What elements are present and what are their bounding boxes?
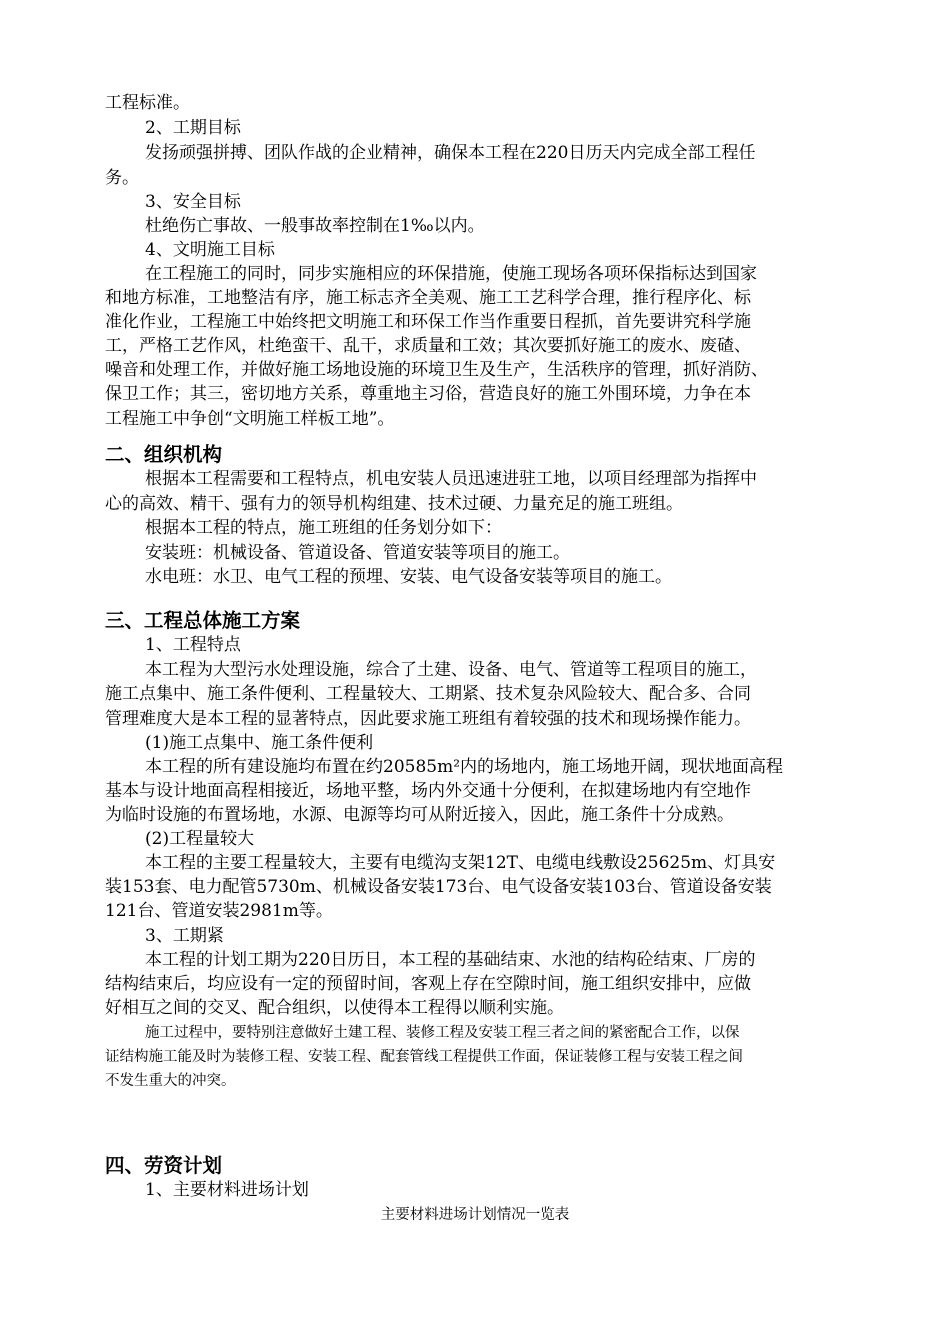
paragraph-line: 基本与设计地面高程相接近，场地平整，场内外交通十分便利，在拟建场地内有空地作 — [105, 781, 751, 801]
subheading-schedule-goal: 2、工期目标 — [145, 118, 241, 138]
table-caption: 主要材料进场计划情况一览表 — [380, 1207, 570, 1223]
paragraph-line: 工程施工中争创“文明施工样板工地”。 — [105, 409, 395, 429]
paragraph-line: 为临时设施的布置场地，水源、电源等均可从附近接入，因此，施工条件十分成熟。 — [105, 805, 734, 825]
subheading-project-features: 1、工程特点 — [145, 635, 241, 655]
paragraph-line: 根据本工程的特点，施工班组的任务划分如下： — [145, 518, 502, 538]
paragraph-line-small: 不发生重大的冲突。 — [105, 1073, 236, 1089]
paragraph-line: 准化作业，工程施工中始终把文明施工和环保工作当作重要日程抓，首先要讲究科学施 — [105, 312, 751, 332]
subheading-concentrated-site: (1)施工点集中、施工条件便利 — [145, 733, 374, 753]
paragraph-line: 根据本工程需要和工程特点，机电安装人员迅速进驻工地，以项目经理部为指挥中 — [145, 469, 757, 489]
paragraph-line: 施工点集中、施工条件便利、工程量较大、工期紧、技术复杂风险较大、配合多、合同 — [105, 684, 751, 704]
paragraph-line: 本工程的计划工期为220日历日，本工程的基础结束、水池的结构砼结束、厂房的 — [145, 950, 756, 970]
paragraph-line: 心的高效、精干、强有力的领导机构组建、技术过硬、力量充足的施工班组。 — [105, 494, 683, 514]
paragraph-line: 本工程的所有建设施均布置在约20585m²内的场地内，施工场地开阔，现状地面高程 — [145, 757, 784, 777]
paragraph-line: 本工程为大型污水处理设施，综合了土建、设备、电气、管道等工程项目的施工， — [145, 660, 757, 680]
subheading-safety-goal: 3、安全目标 — [145, 192, 241, 212]
subheading-civilized-construction-goal: 4、文明施工目标 — [145, 240, 275, 260]
section-heading-labor-plan: 四、劳资计划 — [105, 1154, 223, 1177]
paragraph-line: 工程标准。 — [105, 93, 190, 113]
paragraph-line: 本工程的主要工程量较大，主要有电缆沟支架12T、电缆电线敷设25625m、灯具安 — [145, 853, 776, 873]
paragraph-line: 务。 — [105, 168, 139, 188]
paragraph-line: 在工程施工的同时，同步实施相应的环保措施，使施工现场各项环保指标达到国家 — [145, 264, 757, 284]
paragraph-line: 121台、管道安装2981m等。 — [105, 901, 333, 921]
section-heading-organization: 二、组织机构 — [105, 443, 223, 466]
paragraph-line: 杜绝伤亡事故、一般事故率控制在1‰以内。 — [145, 216, 485, 236]
subheading-material-entry-plan: 1、主要材料进场计划 — [145, 1180, 309, 1200]
subheading-large-workload: (2)工程量较大 — [145, 829, 255, 849]
paragraph-line: 和地方标准，工地整洁有序，施工标志齐全美观、施工工艺科学合理，推行程序化、标 — [105, 288, 751, 308]
paragraph-line: 安装班：机械设备、管道设备、管道安装等项目的施工。 — [145, 543, 570, 563]
paragraph-line: 工，严格工艺作风，杜绝蛮干、乱干，求质量和工效；其次要抓好施工的废水、废碴、 — [105, 336, 751, 356]
paragraph-line: 保卫工作；其三，密切地方关系，尊重地主习俗，营造良好的施工外围环境，力争在本 — [105, 384, 751, 404]
section-heading-construction-plan: 三、工程总体施工方案 — [105, 609, 301, 632]
paragraph-line: 发扬顽强拼搏、团队作战的企业精神，确保本工程在220日历天内完成全部工程任 — [145, 143, 756, 163]
paragraph-line: 噪音和处理工作，并做好施工场地设施的环境卫生及生产，生活秩序的管理，抓好消防、 — [105, 360, 768, 380]
paragraph-line: 管理难度大是本工程的显著特点，因此要求施工班组有着较强的技术和现场操作能力。 — [105, 709, 751, 729]
paragraph-line-small: 施工过程中，要特别注意做好土建工程、装修工程及安装工程三者之间的紧密配合工作，以保 — [145, 1025, 740, 1041]
paragraph-line: 装153套、电力配管5730m、机械设备安装173台、电气设备安装103台、管道设备安装 — [105, 877, 772, 897]
paragraph-line: 水电班：水卫、电气工程的预埋、安装、电气设备安装等项目的施工。 — [145, 567, 672, 587]
subheading-tight-schedule: 3、工期紧 — [145, 926, 224, 946]
paragraph-line: 好相互之间的交叉、配合组织，以使得本工程得以顺利实施。 — [105, 998, 564, 1018]
paragraph-line: 结构结束后，均应设有一定的预留时间，客观上存在空隙时间，施工组织安排中，应做 — [105, 974, 751, 994]
paragraph-line-small: 证结构施工能及时为装修工程、安装工程、配套管线工程提供工作面，保证装修工程与安装工程之间 — [105, 1049, 743, 1065]
